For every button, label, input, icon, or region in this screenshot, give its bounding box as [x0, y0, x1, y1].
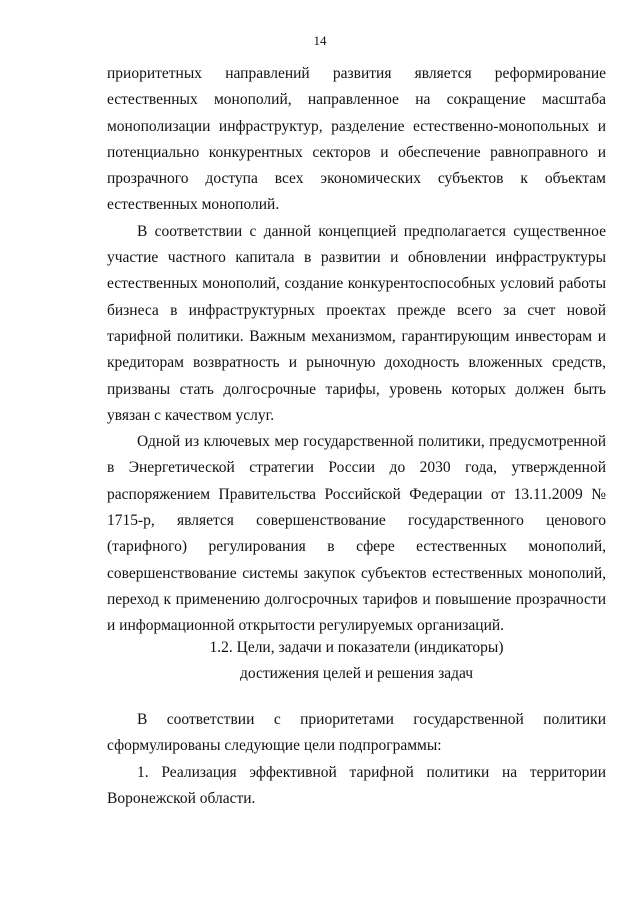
section-heading-line1: 1.2. Цели, задачи и показатели (индикаторы): [209, 639, 504, 656]
paragraph-energy-strategy: Одной из ключевых мер государственной политики, предусмотренной в Энергетической стратегии России до 2030 года, утвержденной распоряжением Правительства Российской Федерации от 13.11.2009 № 1715-р, является совершенствование государственного ценового (тарифного) регулирования в сфере естественных монополий, совершенствование системы закупок субъектов естественных монополий, переход к применению долгосрочных тарифов и повышение прозрачности и информационной открытости регулируемых организаций.: [107, 433, 606, 635]
goals-intro: В соответствии с приоритетами государственной политики сформулированы следующие цели подпрограммы:: [107, 711, 606, 755]
goal-item-1: 1. Реализация эффективной тарифной политики на территории Воронежской области.: [107, 763, 606, 807]
section-heading: [107, 635, 606, 687]
body-text-goals: [107, 707, 606, 812]
page-number: 14: [313, 33, 327, 48]
section-heading-line2: достижения целей и решения задач: [239, 665, 474, 682]
body-text-top: [107, 61, 606, 640]
paragraph-continuation: приоритетных направлений развития является реформирование естественных монополий, направленное на сокращение масштаба монополизации инфраструктур, разделение естественно-монопольных и потенциально конкурентных секторов и обеспечение равноправного и прозрачного доступа всех экономических субъектов к объектам естественных монополий.: [107, 65, 606, 214]
paragraph-concept: В соответствии с данной концепцией предполагается существенное участие частного капитала в развитии и обновлении инфраструктуры естественных монополий, создание конкурентоспособных условий работы бизнеса в инфраструктурных проектах прежде всего за счет новой тарифной политики. Важным механизмом, гарантирующим инвесторам и кредиторам возвратность и рыночную доходность вложенных средств, призваны стать долгосрочные тарифы, уровень которых должен быть увязан с качеством услуг.: [107, 222, 606, 424]
